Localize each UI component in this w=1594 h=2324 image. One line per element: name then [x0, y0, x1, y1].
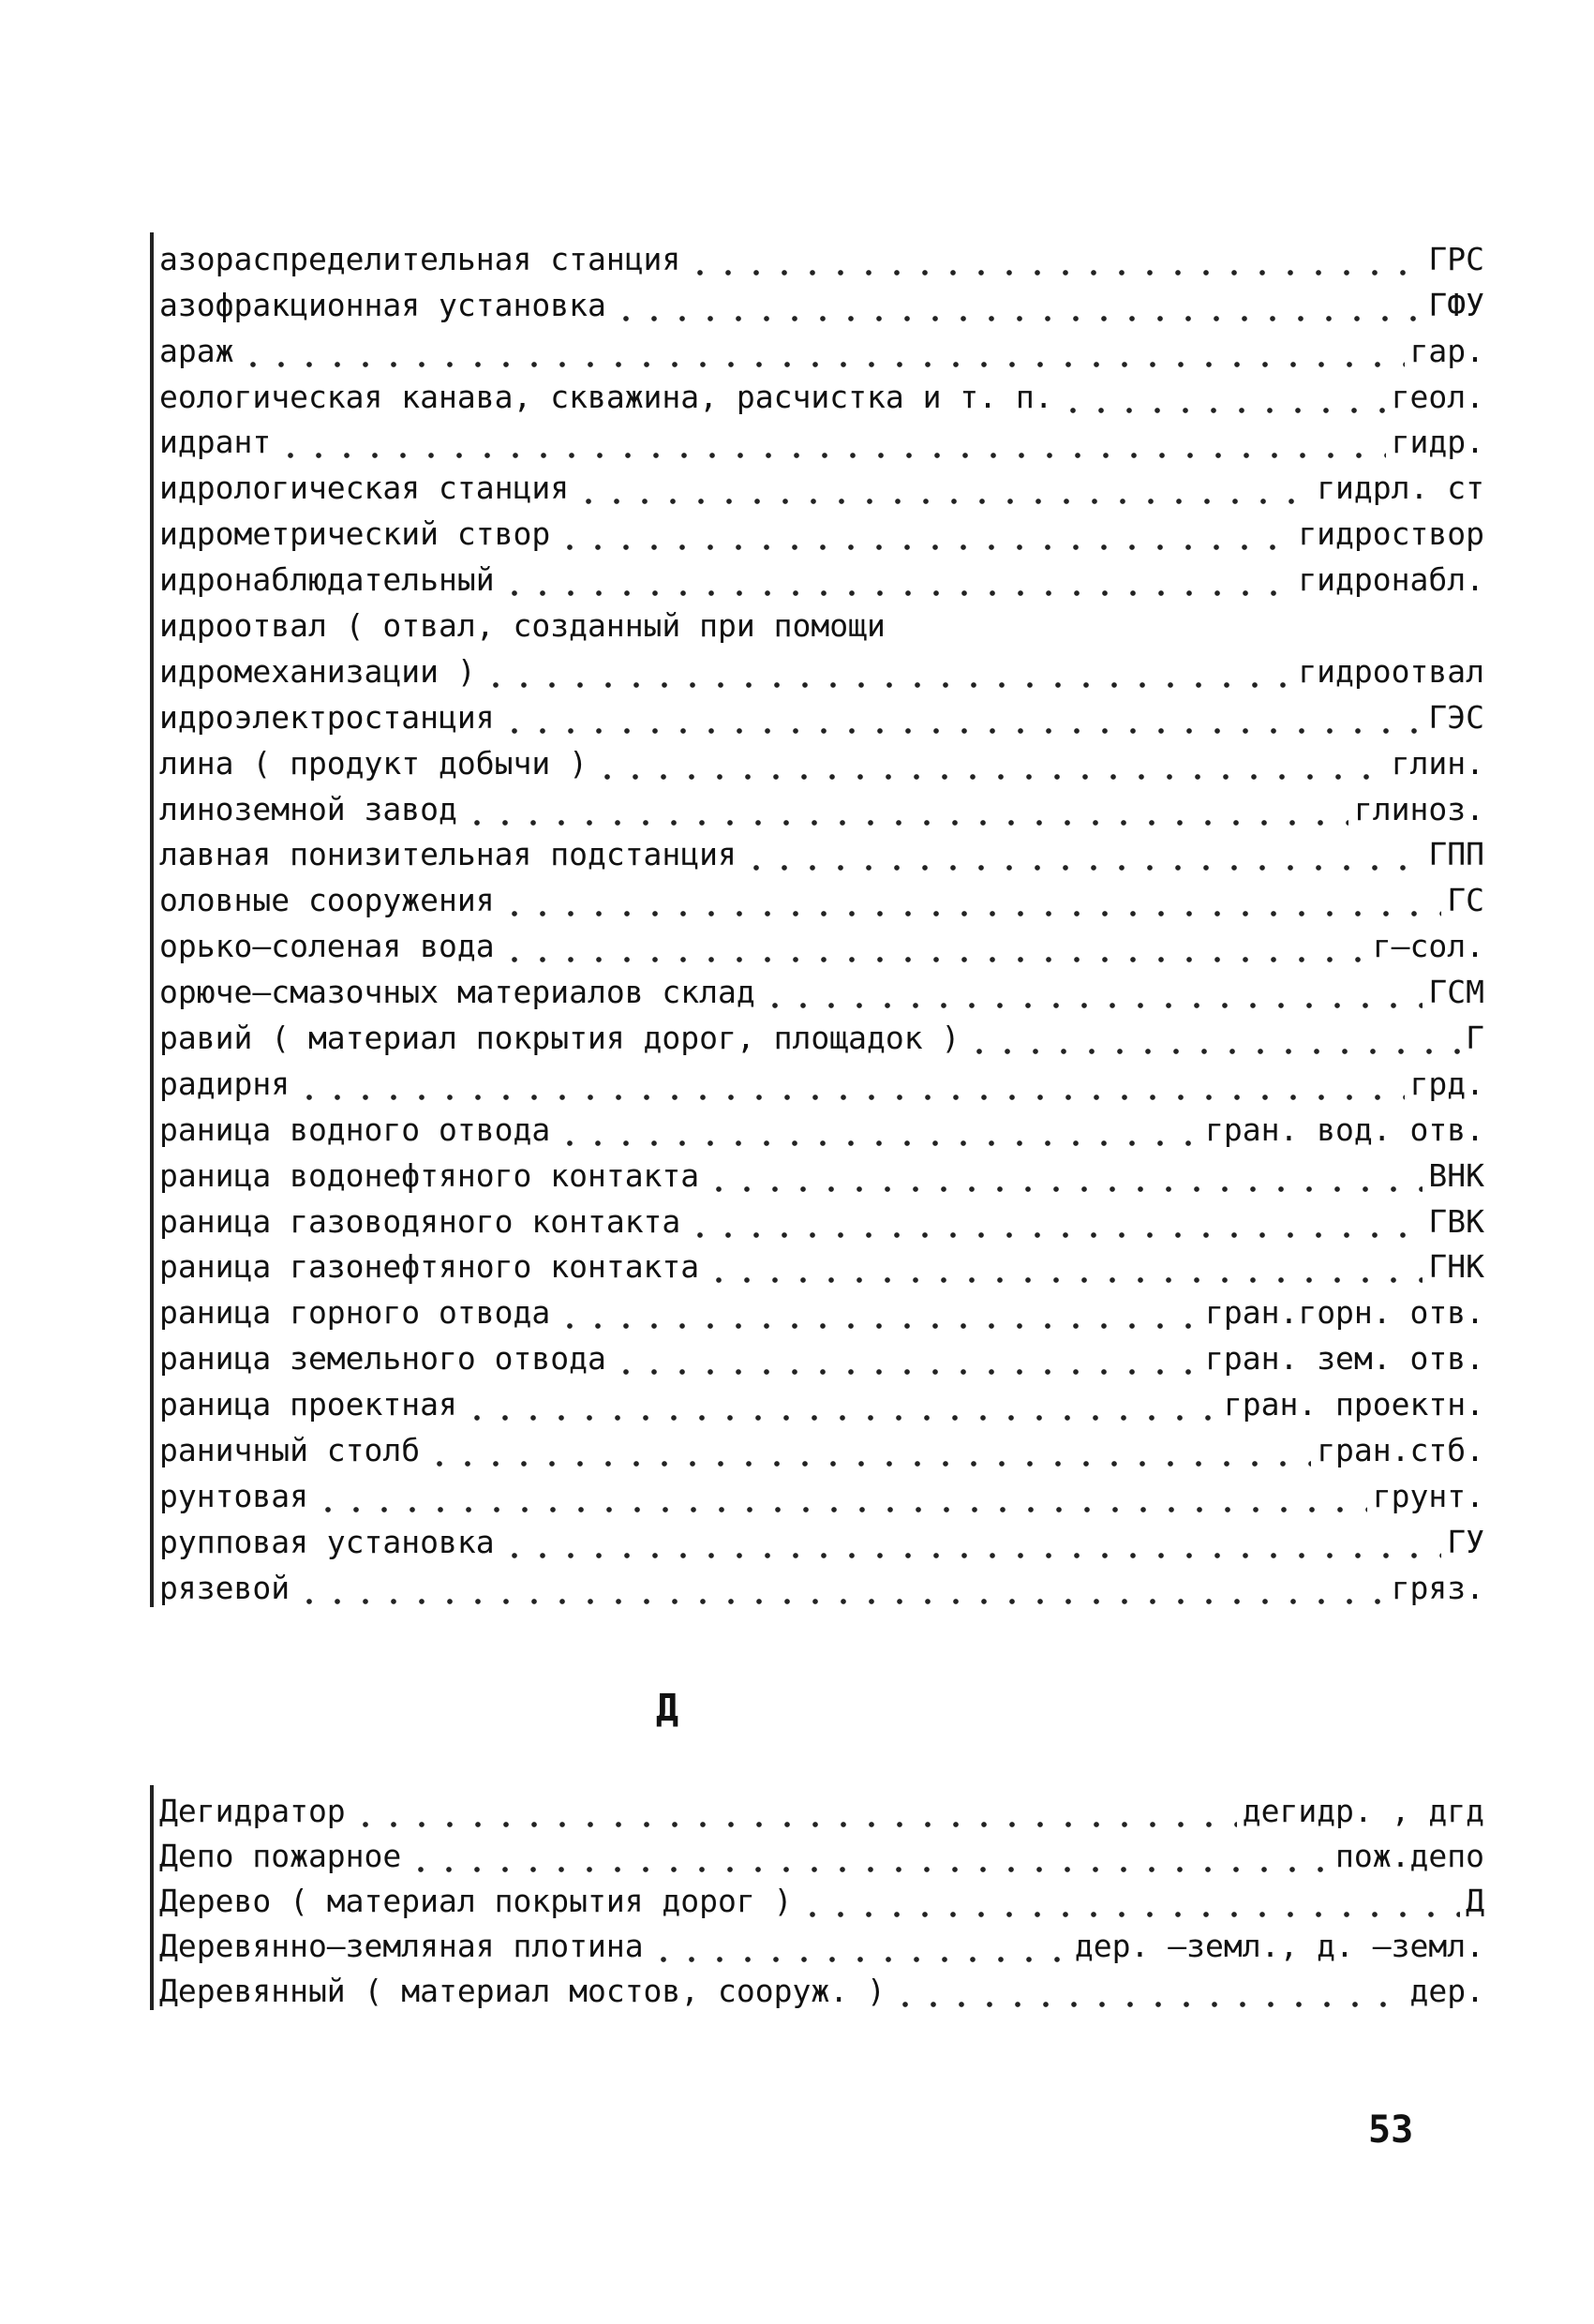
dot-leader	[500, 561, 1293, 599]
entry-term: Деревянный ( материал мостов, сооруж. )	[159, 1973, 886, 2009]
list-item	[154, 1011, 1484, 1057]
dot-leader	[556, 1111, 1199, 1149]
list-item	[154, 919, 1484, 965]
entry-abbreviation: ГЭС	[1428, 698, 1484, 736]
entry-abbreviation: дер.	[1409, 1973, 1484, 2009]
list-item	[154, 1195, 1484, 1241]
list-item	[154, 1423, 1484, 1469]
entry-abbreviation: Г	[1466, 1020, 1484, 1057]
list-item	[154, 1875, 1484, 1920]
entry-term: Дерево ( материал покрытия дорог )	[159, 1883, 793, 1919]
dot-leader	[276, 424, 1385, 461]
dot-leader	[500, 699, 1423, 737]
entry-abbreviation: гидрл. ст	[1317, 469, 1484, 507]
entry-abbreviation: грунт.	[1372, 1477, 1484, 1514]
entry-term: раница водного отвода	[159, 1110, 551, 1148]
list-item	[154, 1561, 1484, 1607]
dot-leader	[593, 745, 1386, 782]
entry-term: оловные сооружения	[159, 882, 495, 919]
entry-term: Деревянно–земляная плотина	[159, 1928, 644, 1964]
dot-leader	[761, 974, 1423, 1011]
entry-term: идрант	[159, 424, 272, 461]
dot-leader	[500, 882, 1442, 919]
dot-leader	[351, 1793, 1237, 1830]
entry-abbreviation: гряз.	[1391, 1569, 1484, 1606]
section-heading: Д	[656, 1687, 679, 1730]
entry-term: лина ( продукт добычи )	[159, 744, 588, 782]
list-item	[154, 691, 1484, 737]
entry-abbreviation: гидроствор	[1298, 515, 1484, 553]
entry-abbreviation: гран. зем. отв.	[1204, 1340, 1484, 1378]
list-item	[154, 737, 1484, 782]
entry-term: раница газоводяного контакта	[159, 1202, 681, 1240]
page-number: 53	[1368, 2108, 1414, 2152]
entry-term: лавная понизительная подстанция	[159, 836, 737, 873]
entry-term: азораспределительная станция	[159, 240, 681, 277]
list-item	[154, 1103, 1484, 1149]
list-item	[154, 1286, 1484, 1332]
entry-abbreviation: геол.	[1391, 378, 1484, 415]
dot-leader	[500, 928, 1367, 965]
entry-term: орюче–смазочных материалов склад	[159, 974, 755, 1011]
entry-abbreviation: грд.	[1409, 1065, 1484, 1102]
entry-term: раничный столб	[159, 1432, 421, 1469]
list-item	[154, 1332, 1484, 1378]
entry-term: идрометрический створ	[159, 515, 551, 553]
list-item	[154, 873, 1484, 919]
list-item	[154, 1378, 1484, 1423]
abbreviation-list-d	[150, 1785, 1484, 2010]
entry-term: раница проектная	[159, 1386, 457, 1423]
entry-term: рунтовая	[159, 1477, 308, 1514]
dot-leader	[463, 791, 1348, 828]
dot-leader	[1059, 379, 1386, 416]
entry-term: раница земельного отвода	[159, 1340, 606, 1378]
dot-leader	[686, 1203, 1423, 1241]
list-item	[154, 828, 1484, 874]
dot-leader	[314, 1478, 1367, 1515]
dot-leader	[965, 1020, 1460, 1057]
dot-leader	[239, 333, 1404, 370]
dot-leader	[574, 469, 1311, 507]
entry-term: еологическая канава, скважина, расчистка и т. п.	[159, 378, 1053, 415]
list-item	[154, 278, 1484, 324]
entry-abbreviation: ВНК	[1428, 1156, 1484, 1194]
entry-term: араж	[159, 332, 234, 369]
list-item	[154, 1515, 1484, 1561]
entry-abbreviation: ГРС	[1428, 240, 1484, 277]
dot-leader	[612, 287, 1423, 324]
entry-abbreviation: дер. –земл., д. –земл.	[1074, 1928, 1484, 1964]
entry-term: орько–соленая вода	[159, 928, 495, 965]
entry-abbreviation: гидр.	[1391, 424, 1484, 461]
entry-term: идроотвал ( отвал, созданный при помощи	[159, 607, 886, 645]
entry-abbreviation: гидроотвал	[1298, 652, 1484, 690]
entry-abbreviation: гар.	[1409, 332, 1484, 369]
entry-term: раница водонефтяного контакта	[159, 1156, 700, 1194]
dot-leader	[742, 836, 1423, 873]
list-item	[154, 370, 1484, 416]
entry-term: рупповая установка	[159, 1523, 495, 1560]
list-item	[154, 461, 1484, 507]
dot-leader	[649, 1928, 1069, 1965]
list-item	[154, 507, 1484, 553]
dot-leader	[556, 1294, 1199, 1332]
list-item	[154, 1469, 1484, 1515]
list-item	[154, 416, 1484, 462]
entry-abbreviation: ГНК	[1428, 1248, 1484, 1286]
entry-abbreviation: г–сол.	[1372, 928, 1484, 965]
list-item	[154, 965, 1484, 1011]
dot-leader	[686, 241, 1423, 278]
entry-abbreviation: гран. вод. отв.	[1204, 1110, 1484, 1148]
entry-abbreviation: Д	[1466, 1883, 1484, 1919]
entry-abbreviation: ГПП	[1428, 836, 1484, 873]
entry-term: азофракционная установка	[159, 286, 606, 323]
entry-abbreviation: ГСМ	[1428, 974, 1484, 1011]
entry-term: Дегидратор	[159, 1793, 346, 1829]
list-item	[154, 645, 1484, 691]
dot-leader	[295, 1065, 1404, 1103]
dot-leader	[482, 653, 1293, 691]
entry-term: идронаблюдательный	[159, 561, 495, 599]
entry-term: линоземной завод	[159, 790, 457, 827]
dot-leader	[407, 1838, 1330, 1875]
dot-leader	[612, 1340, 1199, 1378]
entry-term: Депо пожарное	[159, 1838, 402, 1874]
list-item	[154, 1785, 1484, 1830]
entry-term: равий ( материал покрытия дорог, площадок )	[159, 1020, 961, 1057]
entry-term: идромеханизации )	[159, 652, 476, 690]
list-item	[154, 1057, 1484, 1103]
list-item	[154, 232, 1484, 278]
entry-abbreviation: дегидр. , дгд	[1242, 1793, 1484, 1829]
list-item	[154, 1149, 1484, 1195]
entry-abbreviation: пож.депо	[1335, 1838, 1484, 1874]
dot-leader	[556, 515, 1292, 553]
abbreviation-list-g	[150, 232, 1484, 1607]
entry-abbreviation: ГВК	[1428, 1202, 1484, 1240]
dot-leader	[295, 1570, 1386, 1607]
list-item	[154, 1241, 1484, 1287]
entry-abbreviation: глиноз.	[1353, 790, 1484, 827]
list-item	[154, 599, 1484, 645]
entry-term: рязевой	[159, 1569, 290, 1606]
list-item	[154, 1830, 1484, 1875]
entry-term: раница горного отвода	[159, 1294, 551, 1332]
entry-term: раница газонефтяного контакта	[159, 1248, 700, 1286]
entry-term: идрологическая станция	[159, 469, 570, 507]
list-item	[154, 782, 1484, 828]
entry-abbreviation: гран.стб.	[1317, 1432, 1484, 1469]
dot-leader	[705, 1248, 1423, 1286]
dot-leader	[705, 1157, 1423, 1195]
entry-term: идроэлектростанция	[159, 698, 495, 736]
entry-abbreviation: ГФУ	[1428, 286, 1484, 323]
entry-abbreviation: гран.горн. отв.	[1204, 1294, 1484, 1332]
entry-abbreviation: ГС	[1447, 882, 1484, 919]
dot-leader	[425, 1432, 1311, 1469]
entry-abbreviation: гидронабл.	[1298, 561, 1484, 599]
entry-abbreviation: гран. проектн.	[1223, 1386, 1484, 1423]
dot-leader	[891, 1973, 1405, 2010]
list-item	[154, 553, 1484, 599]
dot-leader	[500, 1524, 1442, 1561]
list-item	[154, 1965, 1484, 2010]
entry-abbreviation: ГУ	[1447, 1523, 1484, 1560]
entry-term: радирня	[159, 1065, 290, 1102]
dot-leader	[798, 1883, 1461, 1920]
dot-leader	[463, 1386, 1218, 1423]
entry-abbreviation: глин.	[1391, 744, 1484, 782]
list-item	[154, 324, 1484, 370]
list-item	[154, 1920, 1484, 1965]
